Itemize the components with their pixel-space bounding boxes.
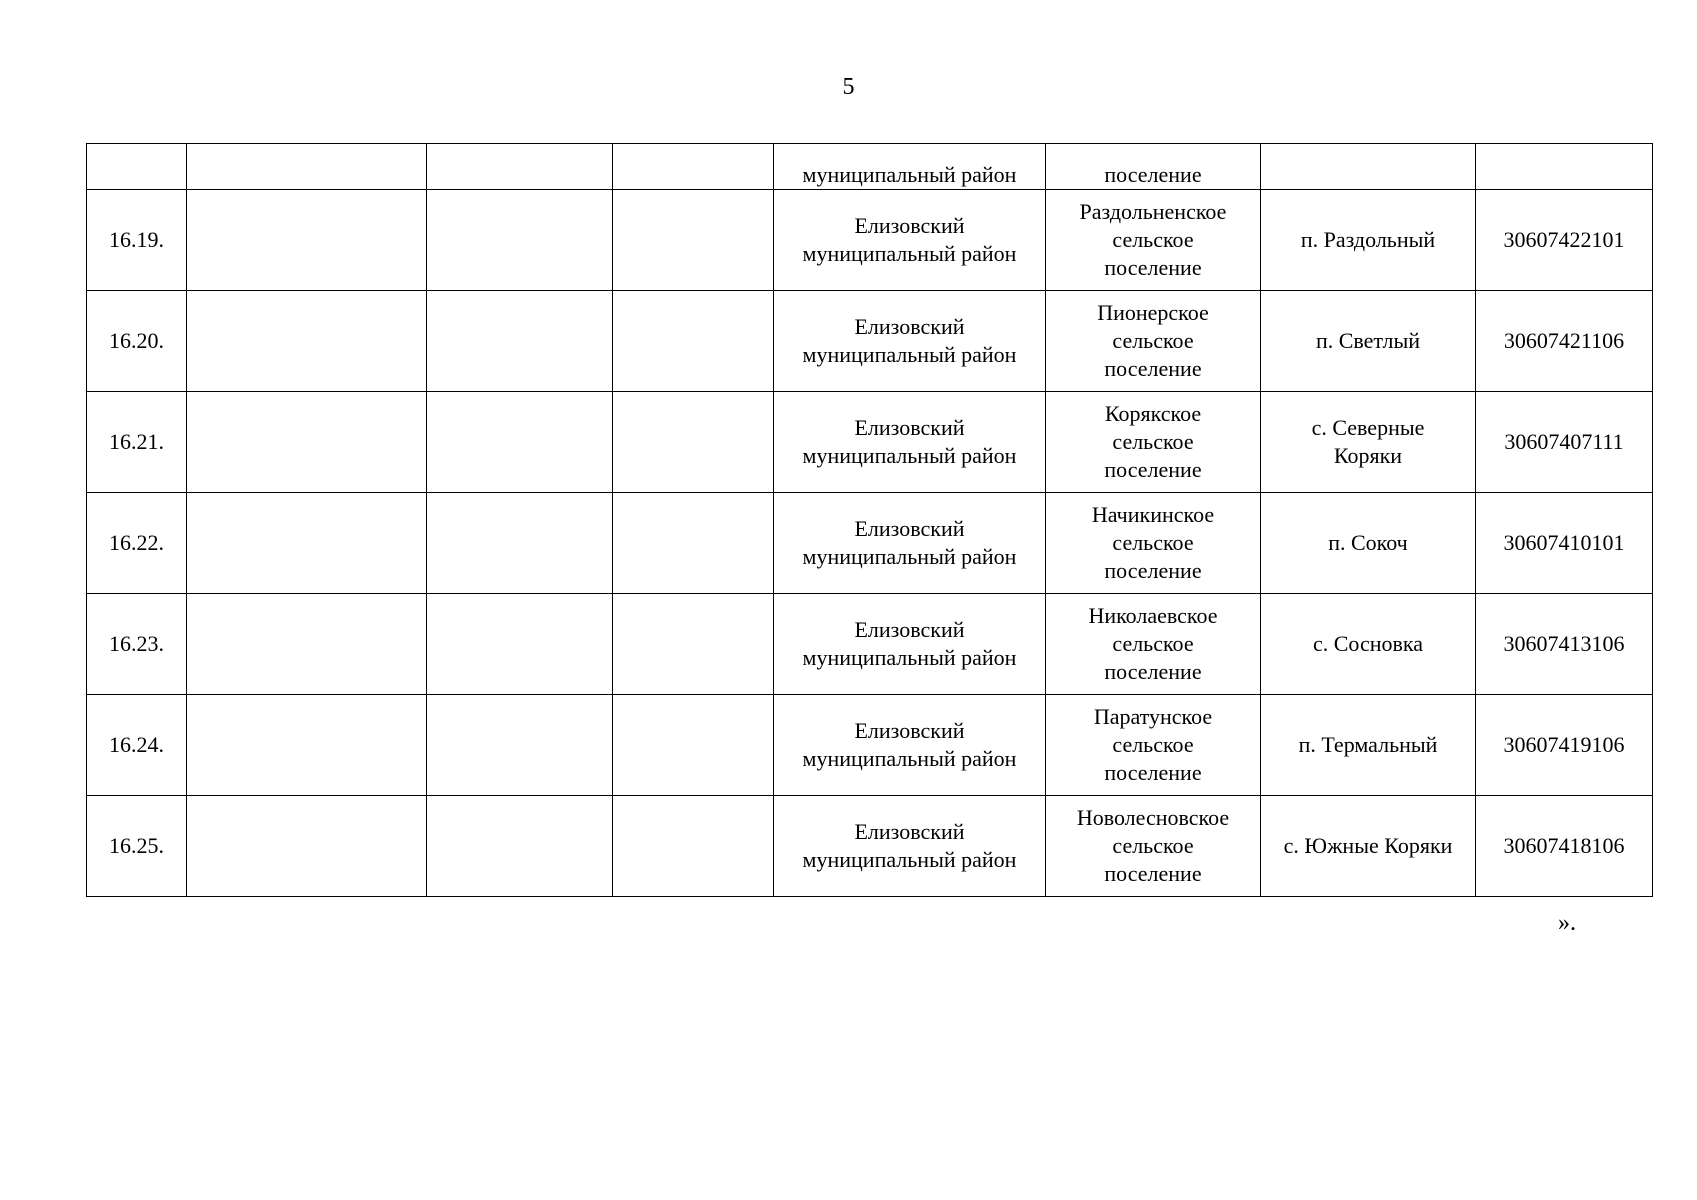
table-row	[87, 190, 1653, 291]
cell-empty	[187, 291, 427, 392]
settlement-line: сельское	[1112, 429, 1194, 454]
cell-empty	[427, 594, 613, 695]
district-line: муниципальный район	[802, 241, 1017, 266]
cell-code: 30607422101	[1476, 190, 1653, 291]
locality-line: с. Южные Коряки	[1283, 833, 1453, 858]
closing-quote-mark: ».	[1558, 910, 1576, 936]
cell-code	[1476, 144, 1653, 190]
district-line: муниципальный район	[802, 342, 1017, 367]
table-row	[87, 493, 1653, 594]
cell-num	[87, 144, 187, 190]
district-line: Елизовский	[854, 516, 965, 541]
settlement-line: Корякское	[1104, 401, 1202, 426]
settlement-line: Паратунское	[1093, 704, 1213, 729]
district-line: муниципальный район	[802, 544, 1017, 569]
cell-empty	[613, 493, 774, 594]
district-text: муниципальный район	[802, 162, 1017, 187]
settlement-line: сельское	[1112, 631, 1194, 656]
cell-settlement	[1046, 392, 1261, 493]
cell-empty	[613, 594, 774, 695]
settlement-line: Новолесновское	[1076, 805, 1230, 830]
cell-locality	[1261, 392, 1476, 493]
cell-code: 30607410101	[1476, 493, 1653, 594]
cell-empty	[187, 190, 427, 291]
cell-empty	[427, 493, 613, 594]
cell-empty	[427, 190, 613, 291]
cell-locality	[1261, 291, 1476, 392]
settlement-line: сельское	[1112, 732, 1194, 757]
settlement-text: поселение	[1104, 162, 1202, 187]
cell-empty	[613, 695, 774, 796]
cell-locality	[1261, 144, 1476, 190]
table-row	[87, 291, 1653, 392]
settlement-line: сельское	[1112, 227, 1194, 252]
cell-empty	[613, 291, 774, 392]
district-line: Елизовский	[854, 314, 965, 339]
locality-line: Коряки	[1333, 443, 1403, 468]
locality-line: п. Сокоч	[1328, 530, 1408, 555]
settlement-line: Николаевское	[1088, 603, 1218, 628]
settlement-line: сельское	[1112, 530, 1194, 555]
cell-code: 30607419106	[1476, 695, 1653, 796]
locality-line: п. Термальный	[1298, 732, 1438, 757]
cell-settlement	[1046, 594, 1261, 695]
cell-settlement	[1046, 291, 1261, 392]
district-line: муниципальный район	[802, 847, 1017, 872]
table-row	[87, 796, 1653, 897]
settlement-line: поселение	[1104, 558, 1202, 583]
cell-empty	[427, 144, 613, 190]
district-line: Елизовский	[854, 718, 965, 743]
table-row	[87, 392, 1653, 493]
settlement-line: поселение	[1104, 659, 1202, 684]
cell-empty	[187, 796, 427, 897]
table-row	[87, 594, 1653, 695]
district-line: муниципальный район	[802, 645, 1017, 670]
cell-settlement	[1046, 190, 1261, 291]
settlement-line: сельское	[1112, 833, 1194, 858]
district-line: Елизовский	[854, 617, 965, 642]
cell-settlement	[1046, 796, 1261, 897]
cell-num: 16.22.	[87, 493, 187, 594]
cell-empty	[613, 144, 774, 190]
locality-line: п. Раздольный	[1300, 227, 1436, 252]
cell-code: 30607421106	[1476, 291, 1653, 392]
settlements-table	[86, 143, 1653, 897]
cell-num: 16.21.	[87, 392, 187, 493]
cell-locality	[1261, 493, 1476, 594]
cell-empty	[187, 594, 427, 695]
cell-num: 16.24.	[87, 695, 187, 796]
cell-empty	[187, 144, 427, 190]
district-line: муниципальный район	[802, 746, 1017, 771]
cell-num: 16.23.	[87, 594, 187, 695]
cell-empty	[427, 796, 613, 897]
cell-code: 30607407111	[1476, 392, 1653, 493]
cell-district	[774, 190, 1046, 291]
cell-district	[774, 291, 1046, 392]
settlement-line: Начикинское	[1091, 502, 1215, 527]
cell-district	[774, 796, 1046, 897]
cell-empty	[427, 392, 613, 493]
locality-line: с. Сосновка	[1312, 631, 1424, 656]
cell-empty	[427, 695, 613, 796]
cell-num: 16.25.	[87, 796, 187, 897]
district-line: Елизовский	[854, 819, 965, 844]
cell-settlement	[1046, 144, 1261, 190]
district-line: Елизовский	[854, 213, 965, 238]
settlement-line: поселение	[1104, 255, 1202, 280]
cell-code: 30607413106	[1476, 594, 1653, 695]
settlement-line: поселение	[1104, 861, 1202, 886]
cell-district	[774, 392, 1046, 493]
table-row-continuation	[87, 144, 1653, 190]
cell-locality	[1261, 695, 1476, 796]
cell-empty	[613, 392, 774, 493]
cell-locality	[1261, 796, 1476, 897]
district-line: Елизовский	[854, 415, 965, 440]
cell-locality	[1261, 190, 1476, 291]
settlement-line: поселение	[1104, 356, 1202, 381]
cell-code: 30607418106	[1476, 796, 1653, 897]
locality-line: п. Светлый	[1315, 328, 1421, 353]
settlement-line: поселение	[1104, 760, 1202, 785]
settlement-line: Раздольненское	[1079, 199, 1227, 224]
settlement-line: поселение	[1104, 457, 1202, 482]
table-row	[87, 695, 1653, 796]
cell-empty	[187, 695, 427, 796]
cell-district	[774, 695, 1046, 796]
cell-district	[774, 144, 1046, 190]
cell-empty	[427, 291, 613, 392]
cell-settlement	[1046, 493, 1261, 594]
page-number: 5	[842, 74, 855, 100]
cell-settlement	[1046, 695, 1261, 796]
settlement-line: сельское	[1112, 328, 1194, 353]
district-line: муниципальный район	[802, 443, 1017, 468]
cell-district	[774, 493, 1046, 594]
cell-empty	[187, 493, 427, 594]
cell-empty	[613, 796, 774, 897]
cell-empty	[187, 392, 427, 493]
locality-line: с. Северные	[1311, 415, 1425, 440]
cell-district	[774, 594, 1046, 695]
settlement-line: Пионерское	[1097, 300, 1209, 325]
cell-locality	[1261, 594, 1476, 695]
cell-num: 16.19.	[87, 190, 187, 291]
cell-empty	[613, 190, 774, 291]
cell-num: 16.20.	[87, 291, 187, 392]
